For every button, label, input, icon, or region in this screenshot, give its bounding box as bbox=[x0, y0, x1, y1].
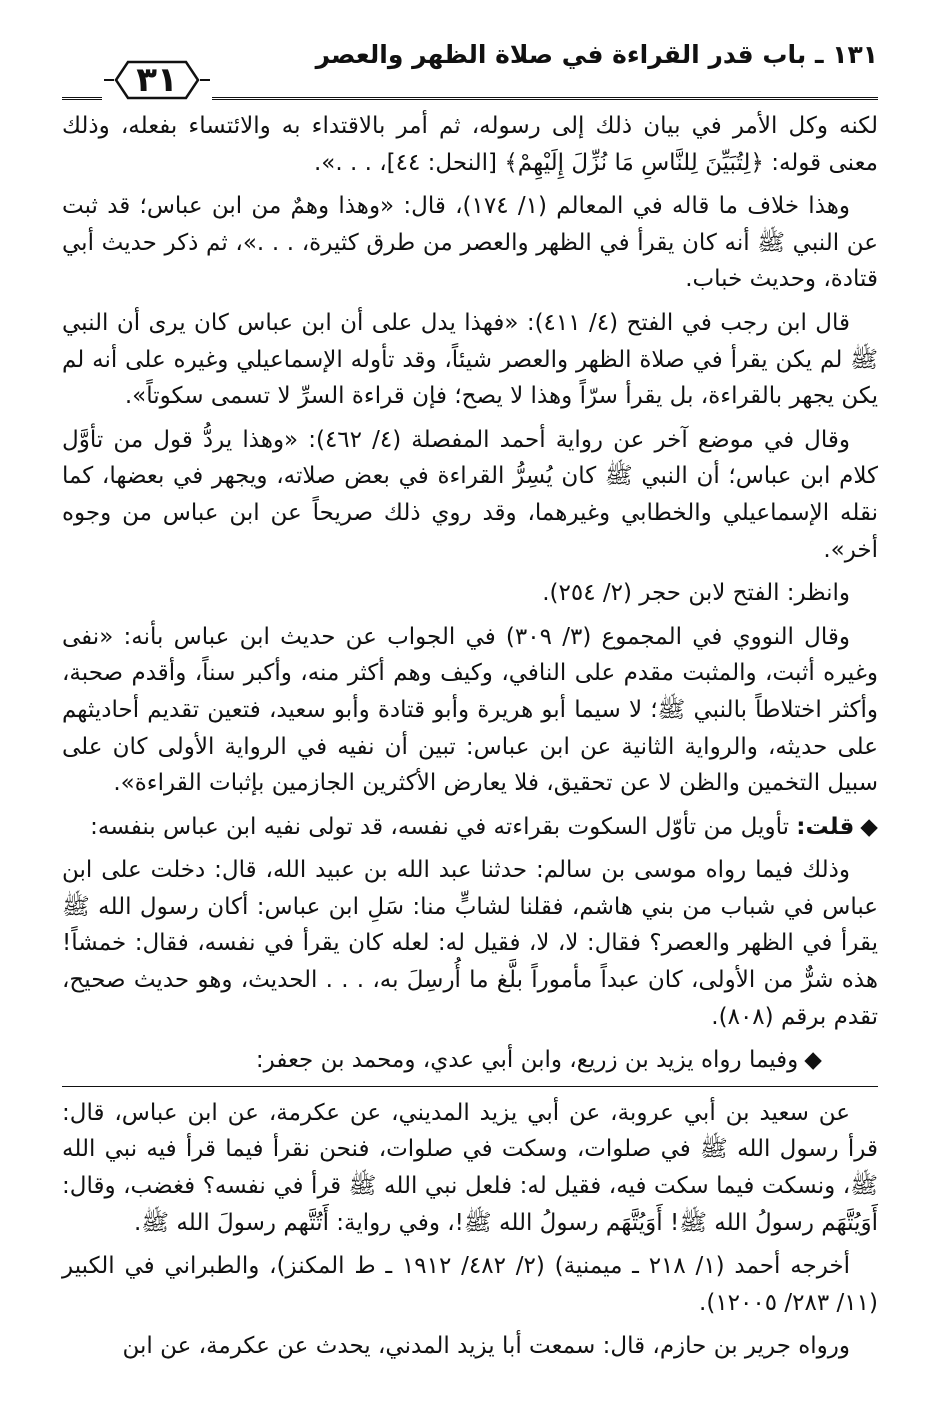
qult-text: تأويل من تأوّل السكوت بقراءته في نفسه، قد تولى نفيه ابن عباس بنفسه: bbox=[90, 813, 789, 840]
paragraph: وقال في موضع آخر عن رواية أحمد المفصلة (٤/ ٤٦٢): «وهذا يردُّ قول من تأوَّل كلام ابن عباس؛ أن النبي ﷺ كان يُسِرُّ القراءة في بعض صلاته، ويجهر في بعضها، كما نقله الإسماعيلي والخطابي وغيرهما، وقد روي ذلك صريحاً عن ابن عباس من وجوه أخر». bbox=[62, 426, 878, 563]
intro-text: وفيما رواه يزيد بن زريع، وابن أبي عدي، ومحمد بن جعفر: bbox=[255, 1047, 799, 1074]
diamond-bullet-icon: ◆ bbox=[860, 813, 878, 840]
intro-paragraph bbox=[62, 1042, 878, 1079]
paragraph: وهذا خلاف ما قاله في المعالم (١/ ١٧٤)، قال: «وهذا وهمٌ من ابن عباس؛ قد ثبت عن النبي ﷺ أنه كان يقرأ في الظهر والعصر من طرق كثيرة، . . .»، ثم ذكر حديث أبي قتادة، وحديث خباب. bbox=[62, 193, 878, 293]
paragraph: وذلك فيما رواه موسى بن سالم: حدثنا عبد الله بن عبيد الله، قال: دخلت على ابن عباس في شباب من بني هاشم، فقلنا لشابٍّ منا: سَلِ ابن عباس: أكان رسول الله ﷺ يقرأ في الظهر والعصر؟ فقال: لا، لا، فقيل له: لعله كان يقرأ في نفسه، فقال: خمشاً! هذه شرٌّ من الأولى، كان عبداً مأموراً بلَّغ ما أُرسِلَ به، . . . الحديث، وهو حديث صحيح، تقدم برقم (٨٠٨). bbox=[62, 857, 878, 1030]
page-header bbox=[62, 36, 878, 100]
paragraph: لكنه وكل الأمر في بيان ذلك إلى رسوله، ثم أمر بالاقتداء به والائتساء بفعله، وذلك معنى قوله: ﴿لِتُبَيِّنَ لِلنَّاسِ مَا نُزِّلَ إِلَيْهِمْ﴾ [النحل: ٤٤]، . . .». bbox=[62, 113, 878, 176]
qult-label: قلت: bbox=[796, 813, 855, 840]
diamond-bullet-icon: ◆ bbox=[804, 1047, 822, 1074]
body-text bbox=[62, 108, 878, 1365]
page-number: ٣١ bbox=[136, 60, 178, 100]
paragraph: أخرجه أحمد (١/ ٢١٨ ـ ميمنية) (٢/ ٤٨٢/ ١٩١٢ ـ ط المكنز)، والطبراني في الكبير (١١/ ٢٨٣/ ١٢٠٠٥). bbox=[62, 1253, 878, 1316]
running-title: ١٣١ ـ باب قدر القراءة في صلاة الظهر والعصر bbox=[315, 40, 878, 69]
page-number-badge bbox=[102, 54, 212, 106]
paragraph: عن سعيد بن أبي عروبة، عن أبي يزيد المديني، عن عكرمة، عن ابن عباس، قال: قرأ رسول الله ﷺ في صلوات، وسكت في صلوات، فنحن نقرأ فيما قرأ فيه نبي الله ﷺ، ونسكت فيما سكت فيه، فقيل له: فلعل نبي الله ﷺ قرأ في نفسه؟ فغضب، وقال: أَوَيُتَّهَم رسولُ الله ﷺ! أَوَيُتَّهَم رسولُ الله ﷺ!، وفي رواية: أَتُتَّهم رسولَ الله ﷺ. bbox=[62, 1099, 878, 1236]
paragraph: وقال النووي في المجموع (٣/ ٣٠٩) في الجواب عن حديث ابن عباس بأنه: «نفى وغيره أثبت، والمثبت مقدم على النافي، وكيف وهم أكثر منه، وأكبر سناً، وأقدم صحبة، وأكثر اختلاطاً بالنبي ﷺ؛ لا سيما أبو هريرة وأبو قتادة وأبو سعيد، فتعين تقديم أحاديثهم على حديثه، والرواية الثانية عن ابن عباس: تبين أن نفيه في الرواية الأولى كان على سبيل التخمين والظن لا عن تحقيق، فلا يعارض الأكثرين الجازمين بإثبات القراءة». bbox=[62, 623, 878, 797]
paragraph: قال ابن رجب في الفتح (٤/ ٤١١): «فهذا يدل على أن ابن عباس كان يرى أن النبي ﷺ لم يكن يقرأ في صلاة الظهر والعصر شيئاً، وقد تأوله الإسماعيلي وغيره على أنه لم يكن يجهر بالقراءة، بل يقرأ سرّاً وهذا لا يصح؛ فإن قراءة السرِّ لا تسمى سكوتاً». bbox=[62, 309, 878, 410]
paragraph: ورواه جرير بن حازم، قال: سمعت أبا يزيد المدني، يحدث عن عكرمة، عن ابن bbox=[122, 1333, 850, 1360]
paragraph: وانظر: الفتح لابن حجر (٢/ ٢٥٤). bbox=[542, 580, 850, 607]
divider bbox=[62, 1086, 878, 1087]
qult-paragraph bbox=[62, 809, 878, 846]
